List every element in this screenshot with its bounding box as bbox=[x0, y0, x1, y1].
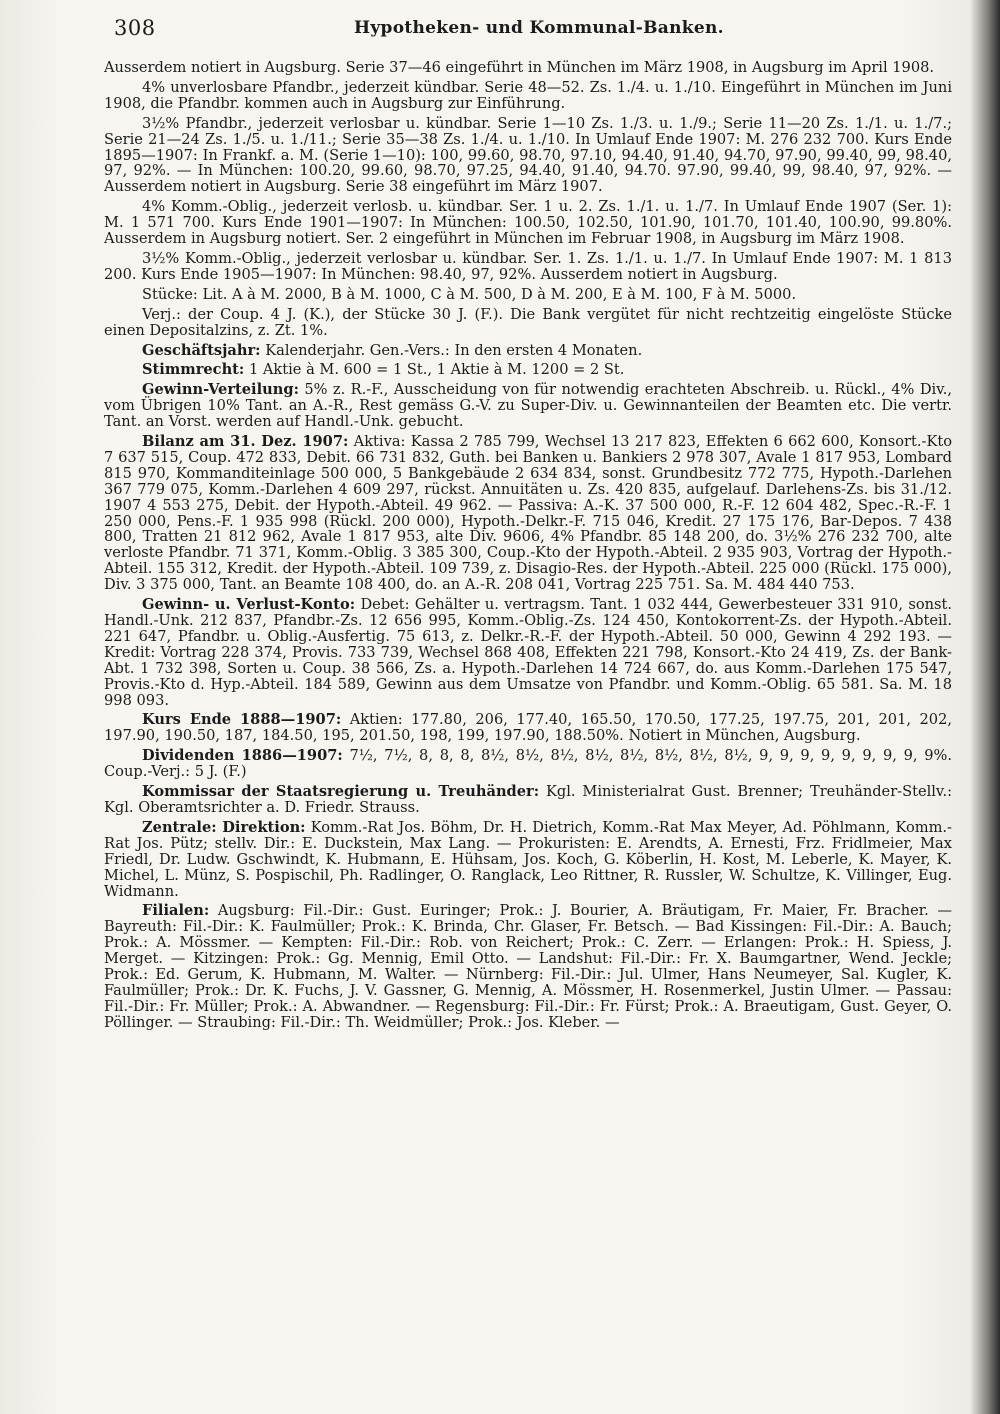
paragraph bbox=[104, 80, 952, 112]
paragraph-lead: Bilanz am 31. Dez. 1907: bbox=[142, 433, 349, 451]
paragraph-text: Aktien: 177.80, 206, 177.40, 165.50, 170.50, 177.25, 197.75, 201, 201, 202, 197.90, 190.50, 187, 184.50, 195, 201.50, 198, 199, 197.90, 188.50%. Notiert in München, Augsburg. bbox=[104, 711, 952, 745]
paragraph bbox=[104, 820, 952, 900]
paragraph-lead: Kommissar der Staatsregierung u. Treuhänder: bbox=[142, 783, 540, 801]
paragraph bbox=[104, 307, 952, 339]
paragraph bbox=[104, 382, 952, 430]
paragraph bbox=[104, 784, 952, 816]
paragraph bbox=[104, 287, 952, 303]
paragraph-text: 4% Komm.-Oblig., jederzeit verlosb. u. kündbar. Ser. 1 u. 2. Zs. 1./1. u. 1./7. In Umlauf Ende 1907 (Ser. 1): M. 1 571 700. Kurs Ende 1901—1907: In München: 100.50, 102.50, 101.90, 101.70, 101.40, 100.90, 99.80%. Ausserdem in Augsburg notiert. Ser. 2 eingeführt in München im Februar 1908, in Augsburg im März 1908. bbox=[104, 198, 952, 248]
page-number: 308 bbox=[114, 16, 156, 40]
paragraph bbox=[104, 343, 952, 359]
paragraph-lead: Zentrale: Direktion: bbox=[142, 818, 306, 836]
paragraph-text: 4% unverlosbare Pfandbr., jederzeit kündbar. Serie 48—52. Zs. 1./4. u. 1./10. Eingeführt in München im Juni 1908, die Pfandbr. kommen auch in Augsburg zur Einführung. bbox=[104, 78, 952, 112]
paragraph-text: Stücke: Lit. A à M. 2000, B à M. 1000, C à M. 500, D à M. 200, E à M. 100, F à M. 5000. bbox=[142, 285, 797, 303]
paragraph-lead: Gewinn- u. Verlust-Konto: bbox=[142, 596, 356, 614]
paragraph-text: 3½% Komm.-Oblig., jederzeit verlosbar u. kündbar. Ser. 1. Zs. 1./1. u. 1./7. In Umlauf Ende 1907: M. 1 813 200. Kurs Ende 1905—1907: In München: 98.40, 97, 92%. Ausserdem notiert in Augsburg. bbox=[104, 249, 952, 283]
paragraph-text: Aktiva: Kassa 2 785 799, Wechsel 13 217 823, Effekten 6 662 600, Konsort.-Kto 7 637 515, Coup. 472 833, Debit. 66 731 832, Guth. bei Banken u. Bankiers 2 978 307, Avale 1 817 953, Lombard 815 970, Kommanditeinlage 500 000, 5 Bankgebäude 2 634 834, sonst. Grundbesitz 772 775, Hypoth.-Darlehen 367 779 075, Komm.-Darlehen 4 609 297, rückst. Annuitäten u. Zs. 420 835, aufgelauf. Darlehens-Zs. bis 31./12. 1907 4 553 275, Debit. der Hypoth.-Abteil. 49 962. — Passiva: A.-K. 37 500 000, R.-F. 12 604 482, Spec.-R.-F. 1 250 000, Pens.-F. 1 935 998 (Rückl. 200 000), Hypoth.-Delkr.-F. 715 046, Kredit. 27 175 176, Bar-Depos. 7 438 800, Tratten 21 812 962, Avale 1 817 953, alte Div. 9606, 4% Pfandbr. 85 148 200, do. 3½% 276 232 700, alte verloste Pfandbr. 71 371, Komm.-Oblig. 3 385 300, Coup.-Kto der Hypoth.-Abteil. 2 935 903, Vortrag der Hypoth.-Abteil. 155 312, Kredit. der Hypoth.-Abteil. 109 739, z. Disagio-Res. der Hypoth.-Abteil. 225 000 (Rückl. 175 000), Div. 3 375 000, Tant. an Beamte 108 400, do. an A.-R. 208 041, Vortrag 225 751. Sa. M. 484 440 753. bbox=[104, 433, 952, 594]
page-body bbox=[104, 60, 952, 1035]
paragraph-lead: Kurs Ende 1888—1907: bbox=[142, 711, 342, 729]
paragraph-text: 3½% Pfandbr., jederzeit verlosbar u. kündbar. Serie 1—10 Zs. 1./3. u. 1./9.; Serie 11—20 Zs. 1./1. u. 1./7.; Serie 21—24 Zs. 1./5. u. 1./11.; Serie 35—38 Zs. 1./4. u. 1./10. In Umlauf Ende 1907: M. 276 232 700. Kurs Ende 1895—1907: In Frankf. a. M. (Serie 1—10): 100, 99.60, 98.70, 97.10, 94.40, 91.40, 94.70, 97.90, 99.40, 99, 98.40, 97, 92%. — In München: 100.20, 99.60, 98.70, 97.25, 94.40, 91.40, 94.70. 97.90, 99.40, 99, 98.40, 97, 92%. — Ausserdem notiert in Augsburg. Serie 38 eingeführt im März 1907. bbox=[104, 114, 952, 196]
paragraph-text: 5% z. R.-F., Ausscheidung von für notwendig erachteten Abschreib. u. Rückl., 4% Div., vom Übrigen 10% Tant. an A.-R., Rest gemäss G.-V. zu Super-Div. u. Gewinnanteilen der Beamten etc. Die vertr. Tant. an Vorst. werden auf Handl.-Unk. gebucht. bbox=[104, 381, 952, 431]
paragraph bbox=[104, 60, 952, 76]
page-header bbox=[104, 14, 964, 44]
paragraph-lead: Filialen: bbox=[142, 902, 210, 920]
paragraph-text: Kgl. Ministerialrat Gust. Brenner; Treuhänder-Stellv.: Kgl. Oberamtsrichter a. D. Friedr. Strauss. bbox=[104, 783, 952, 816]
paragraph bbox=[104, 362, 952, 378]
paragraph-text: 1 Aktie à M. 600 = 1 St., 1 Aktie à M. 1200 = 2 St. bbox=[244, 361, 625, 379]
paragraph bbox=[104, 597, 952, 708]
paragraph bbox=[104, 116, 952, 196]
paragraph-text: Komm.-Rat Jos. Böhm, Dr. H. Dietrich, Komm.-Rat Max Meyer, Ad. Pöhlmann, Komm.-Rat Jos. Pütz; stellv. Dir.: E. Duckstein, Max Lang. — Prokuristen: E. Arendts, A. Ernesti, Frz. Fridlmeier, Max Friedl, Dr. Ludw. Gschwindt, K. Hubmann, E. Hühsam, Jos. Koch, G. Köberlin, H. Kost, M. Leberle, K. Mayer, K. Michel, L. Münz, S. Pospischil, Ph. Radlinger, O. Ranglack, Leo Rittner, R. Russler, W. Schultze, K. Villinger, Eug. Widmann. bbox=[104, 818, 952, 900]
paragraph-text: Ausserdem notiert in Augsburg. Serie 37—46 eingeführt in München im März 1908, in Augsburg im April 1908. bbox=[104, 60, 935, 76]
paragraph bbox=[104, 903, 952, 1030]
paragraph-lead: Dividenden 1886—1907: bbox=[142, 747, 343, 765]
paragraph-lead: Stimmrecht: bbox=[142, 361, 245, 379]
paragraph bbox=[104, 748, 952, 780]
page-edge-shadow bbox=[970, 0, 1000, 1414]
paragraph-lead: Gewinn-Verteilung: bbox=[142, 381, 299, 399]
paragraph-lead: Geschäftsjahr: bbox=[142, 341, 261, 359]
paragraph bbox=[104, 434, 952, 593]
paragraph-text: Debet: Gehälter u. vertragsm. Tant. 1 032 444, Gewerbesteuer 331 910, sonst. Handl.-Unk. 212 837, Pfandbr.-Zs. 12 656 995, Komm.-Oblig.-Zs. 124 450, Kontokorrent-Zs. der Hypoth.-Abteil. 221 647, Pfandbr. u. Oblig.-Ausfertig. 75 613, z. Delkr.-R.-F. der Hypoth.-Abteil. 50 000, Gewinn 4 292 193. — Kredit: Vortrag 228 374, Provis. 733 739, Wechsel 868 408, Effekten 221 798, Konsort.-Kto 24 419, Zs. der Bank-Abt. 1 732 398, Sorten u. Coup. 38 566, Zs. a. Hypoth.-Darlehen 14 724 667, do. aus Komm.-Darlehen 175 547, Provis.-Kto d. Hyp.-Abteil. 184 589, Gewinn aus dem Umsatze von Pfandbr. und Komm.-Oblig. 65 581. Sa. M. 18 998 093. bbox=[104, 596, 952, 709]
paragraph-text: Augsburg: Fil.-Dir.: Gust. Euringer; Prok.: J. Bourier, A. Bräutigam, Fr. Maier, Fr. Bracher. — Bayreuth: Fil.-Dir.: K. Faulmüller; Prok.: K. Brinda, Chr. Glaser, Fr. Betsch. — Bad Kissingen: Fil.-Dir.: A. Bauch; Prok.: A. Mössmer. — Kempten: Fil.-Dir.: Rob. von Reichert; Prok.: C. Zerr. — Erlangen: Prok.: H. Spiess, J. Merget. — Kitzingen: Prok.: Gg. Mennig, Emil Otto. — Landshut: Fil.-Dir.: Fr. X. Baumgartner, Wend. Jeckle; Prok.: Ed. Gerum, K. Hubmann, M. Walter. — Nürnberg: Fil.-Dir.: Jul. Ulmer, Hans Neumeyer, Sal. Kugler, K. Faulmüller; Prok.: Dr. K. Fuchs, J. V. Gassner, G. Mennig, A. Mössmer, H. Rosenmerkel, Justin Ulmer. — Passau: Fil.-Dir.: Fr. Müller; Prok.: A. Abwandner. — Regensburg: Fil.-Dir.: Fr. Fürst; Prok.: A. Braeutigam, Gust. Geyer, O. Pöllinger. — Straubing: Fil.-Dir.: Th. Weidmüller; Prok.: Jos. Kleber. — bbox=[104, 902, 952, 1031]
running-head: Hypotheken- und Kommunal-Banken. bbox=[354, 18, 724, 38]
paragraph bbox=[104, 251, 952, 283]
paragraph bbox=[104, 712, 952, 744]
paragraph bbox=[104, 199, 952, 247]
paragraph-text: Kalenderjahr. Gen.-Vers.: In den ersten 4 Monaten. bbox=[260, 341, 643, 359]
paragraph-text: Verj.: der Coup. 4 J. (K.), der Stücke 30 J. (F.). Die Bank vergütet für nicht rechtzeitig eingelöste Stücke einen Depositalzins, z. Zt. 1%. bbox=[104, 305, 952, 339]
paragraph-text: 7½, 7½, 8, 8, 8, 8½, 8½, 8½, 8½, 8½, 8½, 8½, 8½, 9, 9, 9, 9, 9, 9, 9, 9, 9%. Coup.-Verj.: 5 J. (F.) bbox=[104, 747, 952, 781]
